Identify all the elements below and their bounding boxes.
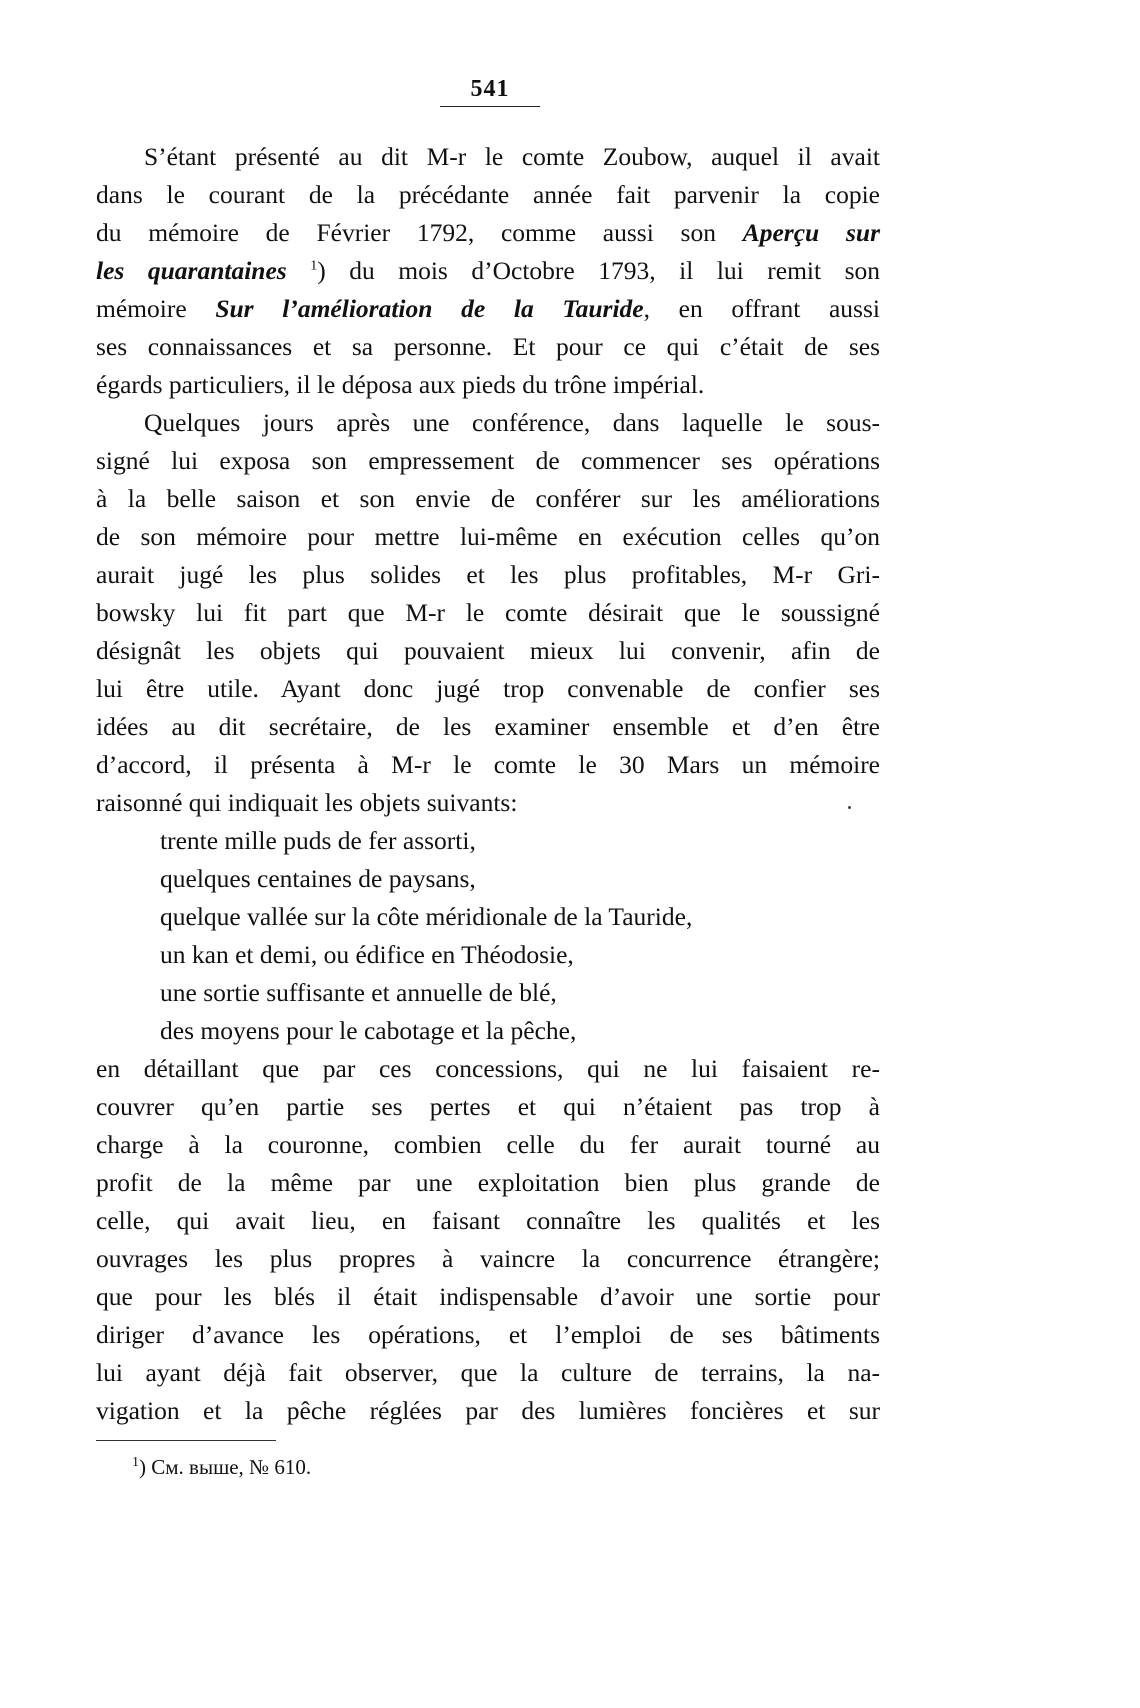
text-line <box>96 746 880 784</box>
text-line <box>96 366 880 404</box>
text-line <box>96 176 880 214</box>
text-line <box>96 556 880 594</box>
text-segment: d’accord, il présenta à M-r le comte le 30 Mars un mémoire <box>96 750 880 779</box>
text-line: charge à la couronne, combien celle du fer aurait tourné au <box>96 1130 880 1159</box>
footnote <box>132 1452 311 1482</box>
text-line <box>96 328 880 366</box>
text-segment: dans le courant de la précédante année fait parvenir la copie <box>96 180 880 209</box>
text-segment: ) du mois d’Octobre 1793, il lui remit son <box>317 256 881 285</box>
footnote-ref: 1 <box>310 258 318 274</box>
text-line: diriger d’avance les opérations, et l’emploi de ses bâtiments <box>96 1320 880 1349</box>
text-line: ouvrages les plus propres à vaincre la concurrence étrangère; <box>96 1244 880 1273</box>
text-segment: signé lui exposa son empressement de commencer ses opérations <box>96 446 880 475</box>
footnote-marker: 1 <box>132 1455 139 1470</box>
text-segment: raisonné qui indiquait les objets suivants: <box>96 788 518 817</box>
list-item: des moyens pour le cabotage et la pêche, <box>160 1016 577 1045</box>
text-segment: S’étant présenté au dit M-r le comte Zoubow, auquel il avait <box>144 142 880 171</box>
text-segment: lui être utile. Ayant donc jugé trop convenable de confier ses <box>96 674 880 703</box>
text-segment: à la belle saison et son envie de conférer sur les améliorations <box>96 484 880 513</box>
text-segment: idées au dit secrétaire, de les examiner ensemble et d’en être <box>96 712 880 741</box>
text-segment: égards particuliers, il le déposa aux pieds du trône impérial. <box>96 370 705 399</box>
text-line: lui ayant déjà fait observer, que la culture de terrains, la na- <box>96 1358 880 1387</box>
text-line <box>96 442 880 480</box>
list-item: une sortie suffisante et annuelle de blé, <box>160 978 557 1007</box>
italic-title: Aperçu sur <box>742 218 880 247</box>
paragraph-1 <box>96 138 880 404</box>
text-segment: Quelques jours après une conférence, dans laquelle le sous- <box>144 408 880 437</box>
text-line: que pour les blés il était indispensable d’avoir une sortie pour <box>96 1282 880 1311</box>
italic-title: Sur l’amélioration de la Tauride <box>215 294 644 323</box>
text-line <box>96 252 880 290</box>
text-line <box>96 138 880 176</box>
list-item: trente mille puds de fer assorti, <box>160 826 476 855</box>
footnote-rule <box>96 1440 276 1441</box>
text-line: en détaillant que par ces concessions, qui ne lui faisaient re- <box>96 1054 880 1083</box>
text-line <box>96 404 880 442</box>
text-segment: désignât les objets qui pouvaient mieux lui convenir, afin de <box>96 636 880 665</box>
enumerated-list <box>96 822 880 1050</box>
list-item: un kan et demi, ou édifice en Théodosie, <box>160 940 574 969</box>
text-line <box>96 670 880 708</box>
text-line: couvrer qu’en partie ses pertes et qui n’étaient pas trop à <box>96 1092 880 1121</box>
italic-title: les quarantaines <box>96 256 287 285</box>
text-segment: de son mémoire pour mettre lui-même en exécution celles qu’on <box>96 522 880 551</box>
text-line <box>96 594 880 632</box>
text-segment: bowsky lui fit part que M-r le comte désirait que le soussigné <box>96 598 880 627</box>
text-segment: ses connaissances et sa personne. Et pour ce qui c’était de ses <box>96 332 880 361</box>
text-segment: aurait jugé les plus solides et les plus profitables, M-r Gri- <box>96 560 880 589</box>
text-line <box>96 290 880 328</box>
text-segment: du mémoire de Février 1792, comme aussi son <box>96 218 743 247</box>
print-speck <box>848 806 851 809</box>
text-line <box>96 214 880 252</box>
body-text <box>96 138 880 1430</box>
page-number-rule <box>440 106 540 107</box>
list-item: quelque vallée sur la côte méridionale de la Tauride, <box>160 902 693 931</box>
text-segment <box>287 256 311 285</box>
list-item: quelques centaines de paysans, <box>160 864 476 893</box>
paragraph-2 <box>96 404 880 822</box>
text-line: vigation et la pêche réglées par des lumières foncières et sur <box>96 1396 880 1425</box>
text-segment: mémoire <box>96 294 216 323</box>
text-line <box>96 708 880 746</box>
text-line <box>96 784 880 822</box>
text-line: profit de la même par une exploitation bien plus grande de <box>96 1168 880 1197</box>
footnote-text: ) См. выше, № 610. <box>139 1455 312 1479</box>
continuation-paragraph <box>96 1050 880 1430</box>
page-number: 541 <box>470 76 510 102</box>
text-line: celle, qui avait lieu, en faisant connaître les qualités et les <box>96 1206 880 1235</box>
text-line <box>96 480 880 518</box>
text-line <box>96 632 880 670</box>
text-segment: , en offrant aussi <box>643 294 880 323</box>
text-line <box>96 518 880 556</box>
